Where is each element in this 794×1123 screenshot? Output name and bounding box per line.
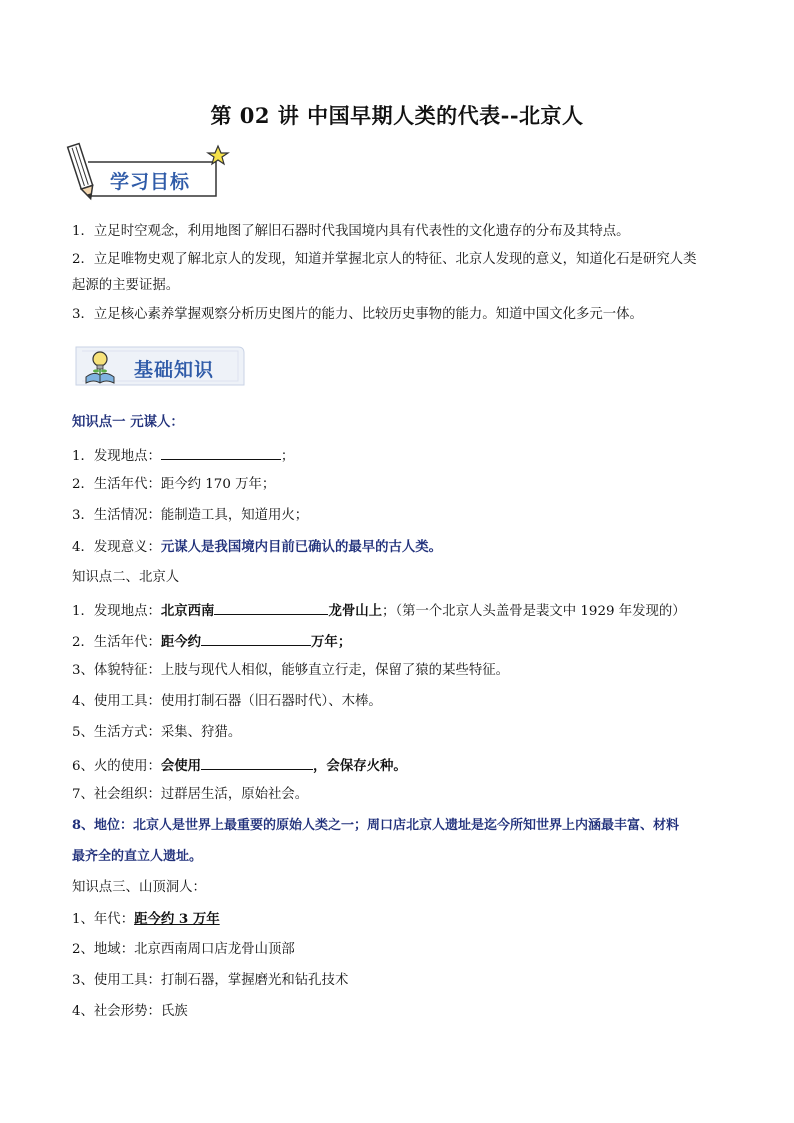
goal-1: 1．立足时空观念，利用地图了解旧石器时代我国境内具有代表性的文化遗存的分布及其特点。 [72, 224, 630, 239]
k2-item-7: 7、社会组织：过群居生活，原始社会。 [72, 787, 309, 802]
k1-item-4-answer: 元谋人是我国境内目前已确认的最早的古人类。 [160, 539, 443, 555]
learning-goals-label: 学习目标 [110, 171, 191, 193]
k1-item-4-label: 4．发现意义： [72, 540, 161, 555]
k2-item-1-label: 1．发现地点： [72, 604, 161, 619]
k2-item-2 [72, 631, 351, 652]
k2-item-3: 3、体貌特征：上肢与现代人相似，能够直立行走，保留了猿的某些特征。 [72, 663, 510, 678]
k3-item-4: 4、社会形势：氏族 [72, 1004, 188, 1019]
k1-item-4 [72, 538, 442, 557]
k1-heading: 知识点一 元谋人： [72, 414, 184, 430]
k3-item-2: 2、地域：北京西南周口店龙骨山顶部 [72, 942, 295, 957]
goal-2: 2．立足唯物史观了解北京人的发现，知道并掌握北京人的特征、北京人发现的意义，知道化石是研究人类 [72, 252, 697, 267]
k2-item-8: 8、地位：北京人是世界上最重要的原始人类之一；周口店北京人遗址是迄今所知世界上内涵最丰富、材料 [72, 818, 680, 833]
answer-blank [201, 755, 313, 770]
basic-knowledge-badge [72, 343, 247, 391]
page-title: 第 02 讲 中国早期人类的代表--北京人 [210, 103, 584, 128]
k2-item-4: 4、使用工具：使用打制石器（旧石器时代）、木棒。 [72, 694, 382, 709]
k2-item-6-a: 会使用 [160, 758, 202, 774]
k2-item-2-b: 万年； [311, 634, 352, 650]
goal-2-cont: 起源的主要证据。 [72, 278, 180, 293]
k3-heading: 知识点三、山顶洞人： [72, 880, 206, 895]
k2-item-1-c: ；（第一个北京人头盖骨是裴文中 1929 年发现的） [382, 604, 686, 619]
answer-blank [161, 445, 281, 460]
k2-item-1-b: 龙骨山上 [328, 603, 382, 619]
learning-goals-badge [66, 140, 236, 206]
k1-item-3: 3．生活情况：能制造工具，知道用火； [72, 508, 309, 523]
k2-item-6-b: ，会保存火种。 [313, 758, 407, 774]
k2-item-2-a: 距今约 [160, 634, 202, 650]
k2-item-1 [72, 600, 686, 621]
answer-blank [201, 631, 311, 646]
k2-item-2-label: 2．生活年代： [72, 635, 161, 650]
k2-item-1-a: 北京西南 [160, 603, 215, 619]
basic-knowledge-label: 基础知识 [134, 359, 215, 381]
k3-item-1 [72, 910, 220, 929]
answer-blank [214, 600, 328, 615]
k2-item-5: 5、生活方式：采集、狩猎。 [72, 725, 242, 740]
goal-3: 3．立足核心素养掌握观察分析历史图片的能力、比较历史事物的能力。知道中国文化多元一体。 [72, 307, 643, 322]
k2-item-6 [72, 755, 407, 776]
k1-item-2: 2．生活年代：距今约 170 万年； [72, 477, 276, 492]
k1-item-1 [72, 445, 294, 466]
k2-item-8-cont: 最齐全的直立人遗址。 [72, 849, 203, 864]
k3-item-1-answer: 距今约 3 万年 [134, 911, 220, 927]
k2-heading: 知识点二、北京人 [72, 570, 180, 585]
k1-item-1-label: 1．发现地点： [72, 449, 161, 464]
k2-item-6-label: 6、火的使用： [72, 759, 161, 774]
k1-item-1-end: ； [280, 449, 295, 464]
k3-item-1-label: 1、年代： [72, 912, 135, 927]
k3-item-3: 3、使用工具：打制石器，掌握磨光和钻孔技术 [72, 973, 349, 988]
